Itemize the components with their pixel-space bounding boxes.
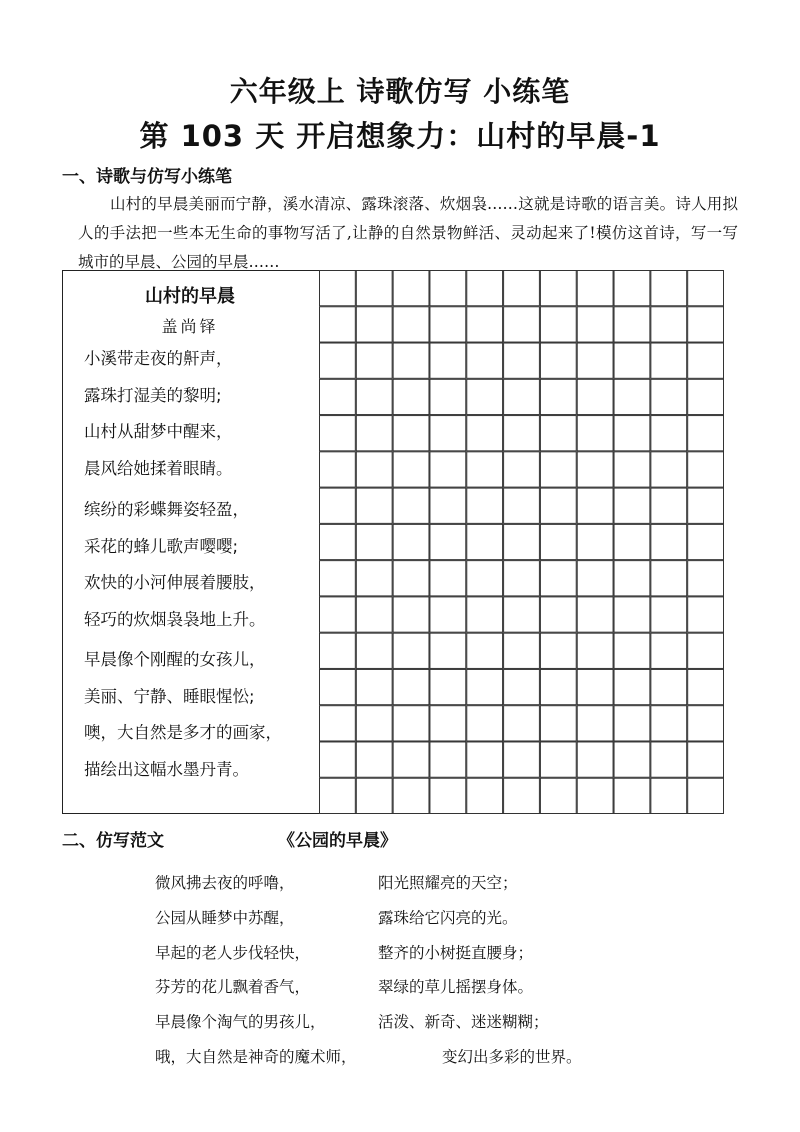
model-poem-line: 早起的老人步伐轻快， <box>155 943 311 962</box>
grid-cell[interactable] <box>688 379 724 414</box>
grid-cell[interactable] <box>467 416 503 451</box>
grid-cell[interactable] <box>577 633 613 668</box>
model-poem-line: 芬芳的花儿飘着香气， <box>155 978 311 997</box>
grid-cell[interactable] <box>614 706 650 741</box>
grid-cell[interactable] <box>393 307 429 342</box>
grid-cell[interactable] <box>577 343 613 378</box>
grid-cell[interactable] <box>356 343 392 378</box>
grid-cell[interactable] <box>651 597 687 632</box>
grid-cell[interactable] <box>356 271 392 306</box>
grid-cell[interactable] <box>393 597 429 632</box>
poem-line: 早晨像个刚醒的女孩儿， <box>84 650 266 669</box>
grid-cell[interactable] <box>430 343 466 378</box>
grid-cell[interactable] <box>356 452 392 487</box>
grid-cell[interactable] <box>688 633 724 668</box>
grid-cell[interactable] <box>651 307 687 342</box>
grid-cell[interactable] <box>393 452 429 487</box>
grid-cell[interactable] <box>540 778 576 813</box>
grid-cell[interactable] <box>356 524 392 559</box>
grid-cell[interactable] <box>688 416 724 451</box>
grid-cell[interactable] <box>504 307 540 342</box>
model-poem-line: 公园从睡梦中苏醒， <box>155 908 295 927</box>
poem-line: 噢，大自然是多才的画家， <box>84 723 282 742</box>
grid-cell[interactable] <box>356 597 392 632</box>
grid-cell[interactable] <box>504 452 540 487</box>
poem-line: 轻巧的炊烟袅袅地上升。 <box>84 609 266 629</box>
grid-cell[interactable] <box>356 778 392 813</box>
grid-cell[interactable] <box>320 669 356 704</box>
grid-cell[interactable] <box>688 524 724 559</box>
grid-cell[interactable] <box>430 669 466 704</box>
grid-cell[interactable] <box>430 488 466 523</box>
grid-cell[interactable] <box>577 597 613 632</box>
grid-cell[interactable] <box>504 488 540 523</box>
grid-cell[interactable] <box>320 271 356 306</box>
grid-cell[interactable] <box>320 778 356 813</box>
grid-cell[interactable] <box>430 379 466 414</box>
grid-cell[interactable] <box>393 524 429 559</box>
grid-cell[interactable] <box>688 669 724 704</box>
grid-cell[interactable] <box>614 271 650 306</box>
grid-cell[interactable] <box>356 561 392 596</box>
grid-cell[interactable] <box>540 271 576 306</box>
grid-cell[interactable] <box>320 561 356 596</box>
grid-cell[interactable] <box>577 416 613 451</box>
grid-cell[interactable] <box>467 561 503 596</box>
grid-cell[interactable] <box>467 452 503 487</box>
grid-cell[interactable] <box>430 524 466 559</box>
grid-cell[interactable] <box>577 271 613 306</box>
model-poem-line: 早晨像个淘气的男孩儿， <box>155 1013 326 1032</box>
grid-cell[interactable] <box>688 561 724 596</box>
grid-cell[interactable] <box>430 706 466 741</box>
grid-cell[interactable] <box>467 669 503 704</box>
grid-cell[interactable] <box>504 561 540 596</box>
section-2-heading-text: 二、仿写范文 <box>62 831 164 851</box>
grid-cell[interactable] <box>356 488 392 523</box>
grid-cell[interactable] <box>430 416 466 451</box>
grid-cell[interactable] <box>614 488 650 523</box>
grid-cell[interactable] <box>393 742 429 777</box>
grid-cell[interactable] <box>540 742 576 777</box>
poem-line: 山村从甜梦中醒来， <box>84 422 233 441</box>
grid-cell[interactable] <box>356 379 392 414</box>
grid-cell[interactable] <box>651 633 687 668</box>
grid-cell[interactable] <box>467 778 503 813</box>
grid-cell[interactable] <box>356 416 392 451</box>
grid-cell[interactable] <box>577 307 613 342</box>
grid-cell[interactable] <box>430 561 466 596</box>
grid-cell[interactable] <box>393 778 429 813</box>
grid-cell[interactable] <box>504 416 540 451</box>
grid-cell[interactable] <box>614 742 650 777</box>
grid-cell[interactable] <box>614 307 650 342</box>
grid-cell[interactable] <box>393 416 429 451</box>
grid-cell[interactable] <box>320 343 356 378</box>
grid-cell[interactable] <box>540 379 576 414</box>
grid-cell[interactable] <box>651 524 687 559</box>
model-poem-right-column <box>378 866 678 1075</box>
poem-stanza-3 <box>84 642 282 788</box>
grid-cell[interactable] <box>393 561 429 596</box>
grid-cell[interactable] <box>614 633 650 668</box>
grid-cell[interactable] <box>356 742 392 777</box>
grid-cell[interactable] <box>467 706 503 741</box>
grid-cell[interactable] <box>614 597 650 632</box>
writing-grid[interactable] <box>319 270 724 814</box>
grid-cell[interactable] <box>577 669 613 704</box>
model-poem-title: 《公园的早晨》 <box>278 831 397 851</box>
grid-cell[interactable] <box>540 307 576 342</box>
grid-cell[interactable] <box>430 633 466 668</box>
grid-cell[interactable] <box>688 742 724 777</box>
model-poem-line: 整齐的小树挺直腰身； <box>378 943 534 962</box>
poem-author: 盖尚铎 <box>161 317 219 336</box>
grid-cell[interactable] <box>430 271 466 306</box>
model-poem-line: 哦，大自然是神奇的魔术师， <box>155 1047 357 1066</box>
grid-cell[interactable] <box>356 706 392 741</box>
grid-cell[interactable] <box>320 633 356 668</box>
grid-cell[interactable] <box>320 379 356 414</box>
grid-cell[interactable] <box>614 561 650 596</box>
grid-cell[interactable] <box>320 524 356 559</box>
grid-cell[interactable] <box>651 343 687 378</box>
grid-cell[interactable] <box>577 706 613 741</box>
model-poem-line: 活泼、新奇、迷迷糊糊； <box>378 1013 549 1032</box>
grid-cell[interactable] <box>504 271 540 306</box>
grid-cell[interactable] <box>577 524 613 559</box>
grid-cell[interactable] <box>320 488 356 523</box>
grid-cell[interactable] <box>540 561 576 596</box>
grid-cell[interactable] <box>467 271 503 306</box>
grid-cell[interactable] <box>651 778 687 813</box>
grid-cell[interactable] <box>614 669 650 704</box>
grid-cell[interactable] <box>393 488 429 523</box>
grid-cell[interactable] <box>688 307 724 342</box>
grid-cell[interactable] <box>688 271 724 306</box>
grid-cell[interactable] <box>540 669 576 704</box>
grid-cell[interactable] <box>688 343 724 378</box>
poem-line: 小溪带走夜的鼾声， <box>84 349 233 368</box>
grid-cell[interactable] <box>540 343 576 378</box>
grid-cell[interactable] <box>614 524 650 559</box>
grid-cell[interactable] <box>577 561 613 596</box>
page-subtitle: 第 103 天 开启想象力：山村的早晨-1 <box>139 119 661 153</box>
grid-cell[interactable] <box>651 742 687 777</box>
grid-cell[interactable] <box>467 488 503 523</box>
model-poem-line: 露珠给它闪亮的光。 <box>378 908 518 927</box>
grid-cell[interactable] <box>614 379 650 414</box>
grid-cell[interactable] <box>320 597 356 632</box>
grid-cell[interactable] <box>504 379 540 414</box>
grid-cell[interactable] <box>467 307 503 342</box>
grid-cell[interactable] <box>430 778 466 813</box>
model-poem-line: 变幻出多彩的世界。 <box>442 1047 582 1066</box>
grid-cell[interactable] <box>320 706 356 741</box>
grid-cell[interactable] <box>540 416 576 451</box>
grid-cell[interactable] <box>577 742 613 777</box>
grid-cell[interactable] <box>688 778 724 813</box>
model-poem-line: 微风拂去夜的呼噜， <box>155 874 295 892</box>
model-poem-left-column <box>155 866 357 1075</box>
grid-cell[interactable] <box>651 452 687 487</box>
grid-cell[interactable] <box>430 452 466 487</box>
section-heading-1: 一、诗歌与仿写小练笔 <box>62 167 232 187</box>
poem-stanza-1 <box>84 341 233 487</box>
grid-cell[interactable] <box>393 379 429 414</box>
grid-cell[interactable] <box>356 307 392 342</box>
grid-cell[interactable] <box>430 742 466 777</box>
grid-cell[interactable] <box>540 488 576 523</box>
grid-cell[interactable] <box>614 778 650 813</box>
model-poem-line: 阳光照耀亮的天空； <box>378 874 518 892</box>
grid-cell[interactable] <box>651 379 687 414</box>
grid-cell[interactable] <box>393 633 429 668</box>
grid-cell[interactable] <box>651 488 687 523</box>
grid-cell[interactable] <box>577 452 613 487</box>
model-poem-line: 翠绿的草儿摇摆身体。 <box>378 978 534 997</box>
grid-cell[interactable] <box>540 633 576 668</box>
grid-cell[interactable] <box>504 669 540 704</box>
grid-cell[interactable] <box>467 742 503 777</box>
grid-cell[interactable] <box>467 524 503 559</box>
poem-line: 描绘出这幅水墨丹青。 <box>84 759 249 779</box>
grid-cell[interactable] <box>467 633 503 668</box>
poem-title: 山村的早晨 <box>145 286 235 307</box>
grid-cell[interactable] <box>504 706 540 741</box>
grid-cell[interactable] <box>614 416 650 451</box>
grid-cell[interactable] <box>577 379 613 414</box>
grid-cell[interactable] <box>504 742 540 777</box>
grid-cell[interactable] <box>504 524 540 559</box>
grid-cell[interactable] <box>504 633 540 668</box>
grid-cell[interactable] <box>651 706 687 741</box>
grid-cell[interactable] <box>688 706 724 741</box>
grid-cell[interactable] <box>356 669 392 704</box>
poem-stanza-2 <box>84 492 266 638</box>
grid-cell[interactable] <box>467 379 503 414</box>
grid-cell[interactable] <box>577 488 613 523</box>
grid-cell[interactable] <box>540 452 576 487</box>
grid-cell[interactable] <box>688 452 724 487</box>
grid-cell[interactable] <box>430 307 466 342</box>
grid-cell[interactable] <box>651 561 687 596</box>
grid-cell[interactable] <box>688 488 724 523</box>
grid-cell[interactable] <box>430 597 466 632</box>
grid-cell[interactable] <box>504 778 540 813</box>
grid-cell[interactable] <box>467 343 503 378</box>
grid-cell[interactable] <box>577 778 613 813</box>
grid-cell[interactable] <box>651 271 687 306</box>
grid-cell[interactable] <box>688 597 724 632</box>
grid-cell[interactable] <box>651 416 687 451</box>
grid-cell[interactable] <box>614 452 650 487</box>
grid-cell[interactable] <box>504 597 540 632</box>
grid-cell[interactable] <box>356 633 392 668</box>
grid-cell[interactable] <box>614 343 650 378</box>
grid-cell[interactable] <box>320 452 356 487</box>
intro-paragraph: 山村的早晨美丽而宁静，溪水清凉、露珠滚落、炊烟袅……这就是诗歌的语言美。诗人用拟人的手法把一些本无生命的事物写活了,让静的自然景物鲜活、灵动起来了!模仿这首诗，写一写城市的早晨、公园的早晨…… <box>78 195 738 271</box>
grid-cell[interactable] <box>540 706 576 741</box>
grid-cell[interactable] <box>467 597 503 632</box>
grid-cell[interactable] <box>504 343 540 378</box>
grid-cell[interactable] <box>651 669 687 704</box>
poem-line: 缤纷的彩蝶舞姿轻盈， <box>84 500 249 519</box>
grid-cell[interactable] <box>320 742 356 777</box>
section-heading-2 <box>62 826 397 851</box>
grid-cell[interactable] <box>320 416 356 451</box>
poem-line: 采花的蜂儿歌声嘤嘤; <box>84 536 239 556</box>
grid-cell[interactable] <box>393 343 429 378</box>
poem-line: 晨风给她揉着眼睛。 <box>84 458 233 478</box>
page-title: 六年级上 诗歌仿写 小练笔 <box>229 75 571 108</box>
grid-cell[interactable] <box>393 669 429 704</box>
poem-line: 欢快的小河伸展着腰肢， <box>84 573 266 592</box>
poem-line: 美丽、宁静、睡眼惺忪; <box>84 686 255 706</box>
grid-cell[interactable] <box>540 524 576 559</box>
grid-cell[interactable] <box>393 271 429 306</box>
poem-line: 露珠打湿美的黎明; <box>84 385 222 405</box>
grid-cell[interactable] <box>540 597 576 632</box>
grid-cell[interactable] <box>393 706 429 741</box>
grid-cell[interactable] <box>320 307 356 342</box>
